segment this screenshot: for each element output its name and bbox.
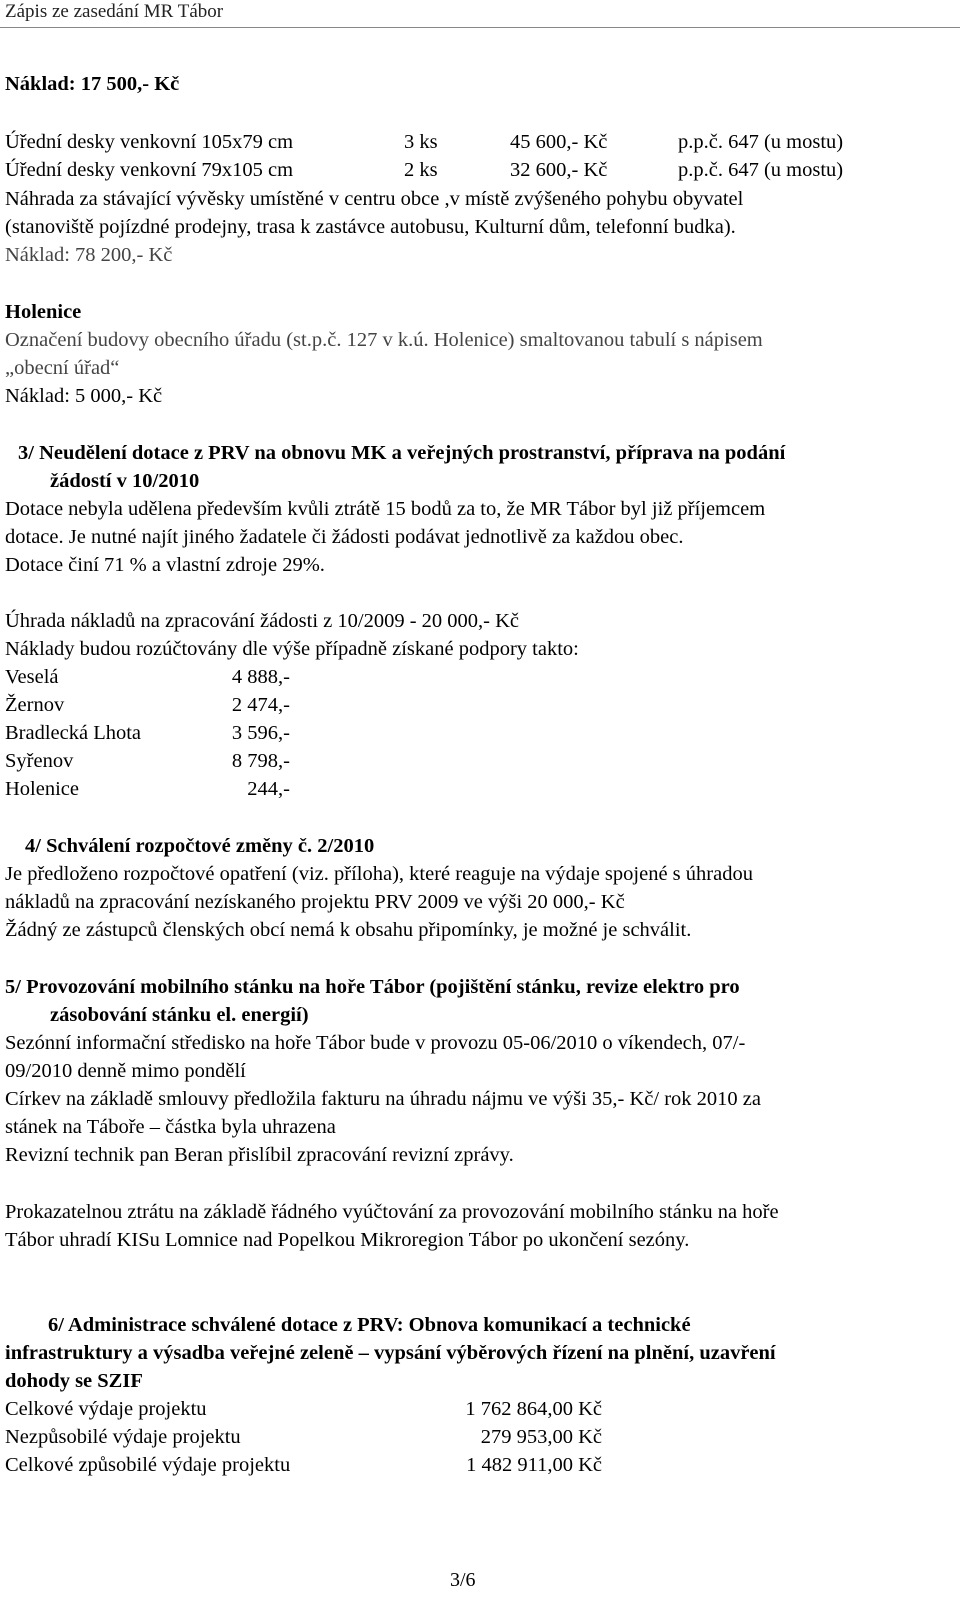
vydaje-label: Celkové způsobilé výdaje projektu <box>5 1454 291 1476</box>
desky-row-1-qty: 3 ks <box>404 131 438 153</box>
uhrada-line: Úhrada nákladů na zpracování žádosti z 10/2009 - 20 000,- Kč <box>5 610 520 632</box>
section-3-para-line-3: Dotace činí 71 % a vlastní zdroje 29%. <box>5 554 325 576</box>
rozpis-castka: 2 474,- <box>231 694 290 716</box>
section-5-line-1: Sezónní informační středisko na hoře Tábor bude v provozu 05-06/2010 o víkendech, 07/- <box>5 1032 746 1054</box>
section-5-heading-line-2: zásobování stánku el. energií) <box>50 1004 309 1026</box>
rozpis-castka: 8 798,- <box>231 750 290 772</box>
section-5-heading-line-1: 5/ Provozování mobilního stánku na hoře Tábor (pojištění stánku, revize elektro pro <box>5 976 740 998</box>
rozpis-castka: 4 888,- <box>231 666 290 688</box>
section-4-line-2: nákladů na zpracování nezískaného projektu PRV 2009 ve výši 20 000,- Kč <box>5 891 625 913</box>
section-4-line-1: Je předloženo rozpočtové opatření (viz. příloha), které reaguje na výdaje spojené s úhradou <box>5 863 753 885</box>
desky-row-1-loc: p.p.č. 647 (u mostu) <box>678 131 844 153</box>
naklad-17500: Náklad: 17 500,- Kč <box>5 73 180 95</box>
rozpis-obec: Žernov <box>5 694 65 716</box>
vydaje-castka: 279 953,00 Kč <box>480 1426 602 1448</box>
vydaje-castka: 1 762 864,00 Kč <box>465 1398 602 1420</box>
section-6-heading-line-2: infrastruktury a výsadba veřejné zeleně – vypsání výběrových řízení na plnění, uzavření <box>5 1342 776 1364</box>
desky-row-1-name: Úřední desky venkovní 105x79 cm <box>5 131 294 153</box>
naklad-78200: Náklad: 78 200,- Kč <box>5 244 173 266</box>
section-5-line-6: Prokazatelnou ztrátu na základě řádného vyúčtování za provozování mobilního stánku na hoře <box>5 1201 779 1223</box>
section-6-heading-line-3: dohody se SZIF <box>5 1370 143 1392</box>
vydaje-castka: 1 482 911,00 Kč <box>466 1454 602 1476</box>
desky-row-2-price: 32 600,- Kč <box>510 159 608 181</box>
section-3-para-line-1: Dotace nebyla udělena především kvůli ztrátě 15 bodů za to, že MR Tábor byl již příjemcem <box>5 498 766 520</box>
rozpis-obec: Veselá <box>5 666 59 688</box>
section-3-heading-line-2: žádostí v 10/2010 <box>50 470 200 492</box>
rozpis-obec: Holenice <box>5 778 79 800</box>
desky-row-2-qty: 2 ks <box>404 159 438 181</box>
section-4-line-3: Žádný ze zástupců členských obcí nemá k obsahu připomínky, je možné je schválit. <box>5 919 692 941</box>
section-6-heading-line-1: 6/ Administrace schválené dotace z PRV: Obnova komunikací a technické <box>48 1314 691 1336</box>
vydaje-label: Nezpůsobilé výdaje projektu <box>5 1426 241 1448</box>
rozpis-obec: Bradlecká Lhota <box>5 722 142 744</box>
nahrada-line-2: (stanoviště pojízdné prodejny, trasa k zastávce autobusu, Kulturní dům, telefonní budka). <box>5 216 736 238</box>
section-5-line-7: Tábor uhradí KISu Lomnice nad Popelkou Mikroregion Tábor po ukončení sezóny. <box>5 1229 690 1251</box>
section-3-para-line-2: dotace. Je nutné najít jiného žadatele či žádosti podávat jednotlivě za každou obec. <box>5 526 684 548</box>
rozpis-obec: Syřenov <box>5 750 74 772</box>
header-divider <box>0 27 960 28</box>
rozpis-castka: 244,- <box>247 778 290 800</box>
naklady-line: Náklady budou rozúčtovány dle výše případně získané podpory takto: <box>5 638 579 660</box>
vydaje-label: Celkové výdaje projektu <box>5 1398 207 1420</box>
holenice-line-2: „obecní úřad“ <box>5 357 120 379</box>
rozpis-castka: 3 596,- <box>231 722 290 744</box>
section-5-line-3: Církev na základě smlouvy předložila fakturu na úhradu nájmu ve výši 35,- Kč/ rok 2010 za <box>5 1088 761 1110</box>
section-5-line-5: Revizní technik pan Beran přislíbil zpracování revizní zprávy. <box>5 1144 514 1166</box>
nahrada-line-1: Náhrada za stávající vývěsky umístěné v centru obce ,v místě zvýšeného pohybu obyvatel <box>5 188 744 210</box>
desky-row-1-price: 45 600,- Kč <box>510 131 608 153</box>
section-5-line-2: 09/2010 denně mimo pondělí <box>5 1060 246 1082</box>
holenice-naklad: Náklad: 5 000,- Kč <box>5 385 163 407</box>
section-5-line-4: stánek na Táboře – částka byla uhrazena <box>5 1116 336 1138</box>
desky-row-2-loc: p.p.č. 647 (u mostu) <box>678 159 844 181</box>
holenice-line-1: Označení budovy obecního úřadu (st.p.č. 127 v k.ú. Holenice) smaltovanou tabulí s nápisem <box>5 329 763 351</box>
section-3-heading-line-1: 3/ Neudělení dotace z PRV na obnovu MK a veřejných prostranství, příprava na podání <box>18 442 786 464</box>
desky-row-2-name: Úřední desky venkovní 79x105 cm <box>5 159 294 181</box>
page-number: 3/6 <box>450 1569 476 1591</box>
holenice-heading: Holenice <box>5 301 82 323</box>
page-header-title: Zápis ze zasedání MR Tábor <box>5 1 224 22</box>
section-4-heading: 4/ Schválení rozpočtové změny č. 2/2010 <box>25 835 375 857</box>
